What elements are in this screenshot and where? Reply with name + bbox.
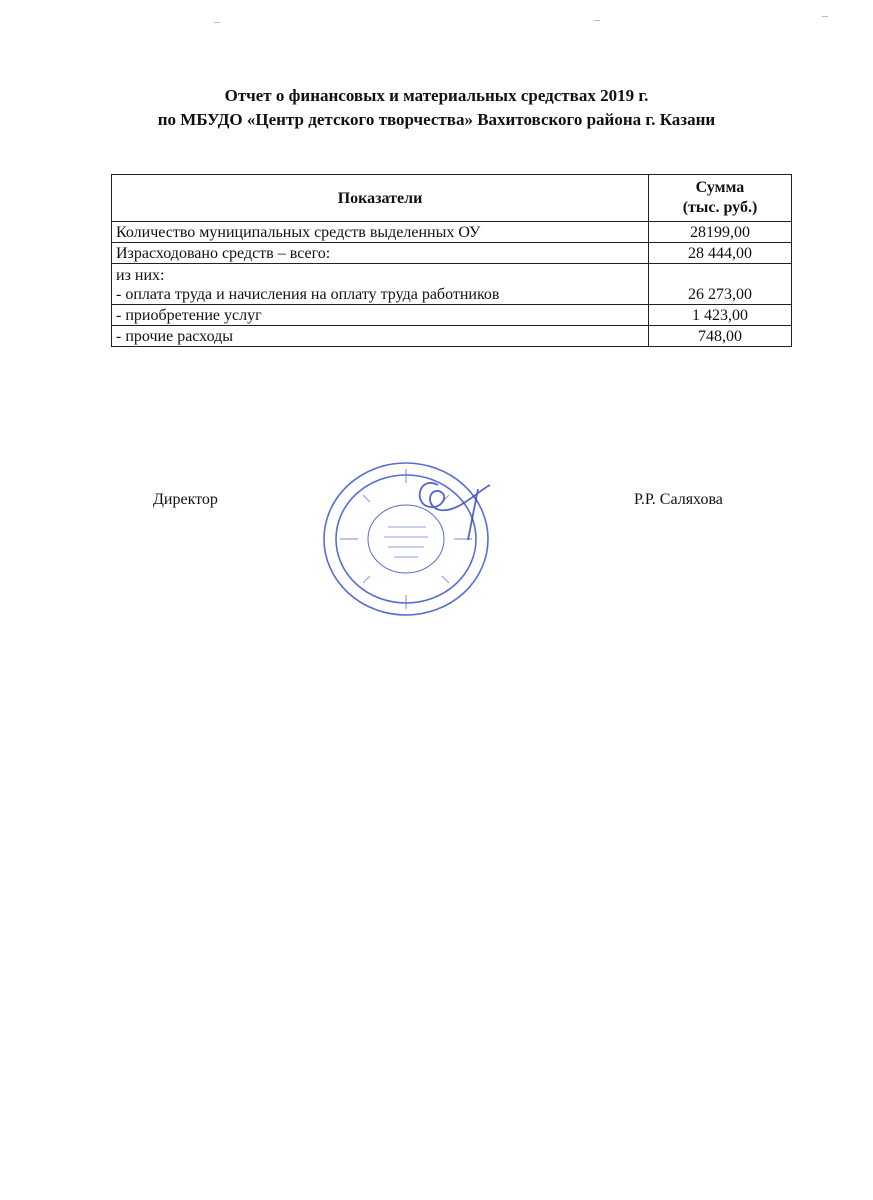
row-value: 26 273,00	[649, 264, 792, 305]
row-label	[112, 264, 649, 305]
row-label: Израсходовано средств – всего:	[112, 243, 649, 264]
table-row	[112, 243, 792, 264]
row-label: - приобретение услуг	[112, 305, 649, 326]
header-indicators: Показатели	[112, 175, 649, 222]
row-value: 28199,00	[649, 222, 792, 243]
header-sum-line1: Сумма	[695, 179, 745, 196]
scan-speck	[594, 20, 600, 21]
finance-table	[111, 174, 792, 347]
row-value: 1 423,00	[649, 305, 792, 326]
table-row	[112, 305, 792, 326]
row-label: - прочие расходы	[112, 326, 649, 347]
row-label-line2: - оплата труда и начисления на оплату труда работников	[116, 286, 500, 303]
signer-name: Р.Р. Саляхова	[634, 491, 723, 508]
row-value: 748,00	[649, 326, 792, 347]
table-header-row	[112, 175, 792, 222]
header-sum	[649, 175, 792, 222]
report-title-line1: Отчет о финансовых и материальных средствах 2019 г.	[224, 86, 649, 105]
scan-speck	[214, 22, 220, 23]
row-label-line1: из них:	[116, 267, 165, 284]
report-title-line2: по МБУДО «Центр детского творчества» Вахитовского района г. Казани	[157, 110, 716, 129]
row-label: Количество муниципальных средств выделенных ОУ	[112, 222, 649, 243]
row-value: 28 444,00	[649, 243, 792, 264]
table-row	[112, 264, 792, 305]
signer-position: Директор	[153, 491, 218, 508]
header-sum-line2: (тыс. руб.)	[682, 199, 758, 216]
scan-speck	[822, 16, 828, 17]
official-stamp-icon	[318, 455, 498, 620]
table-row	[112, 326, 792, 347]
table-row	[112, 222, 792, 243]
